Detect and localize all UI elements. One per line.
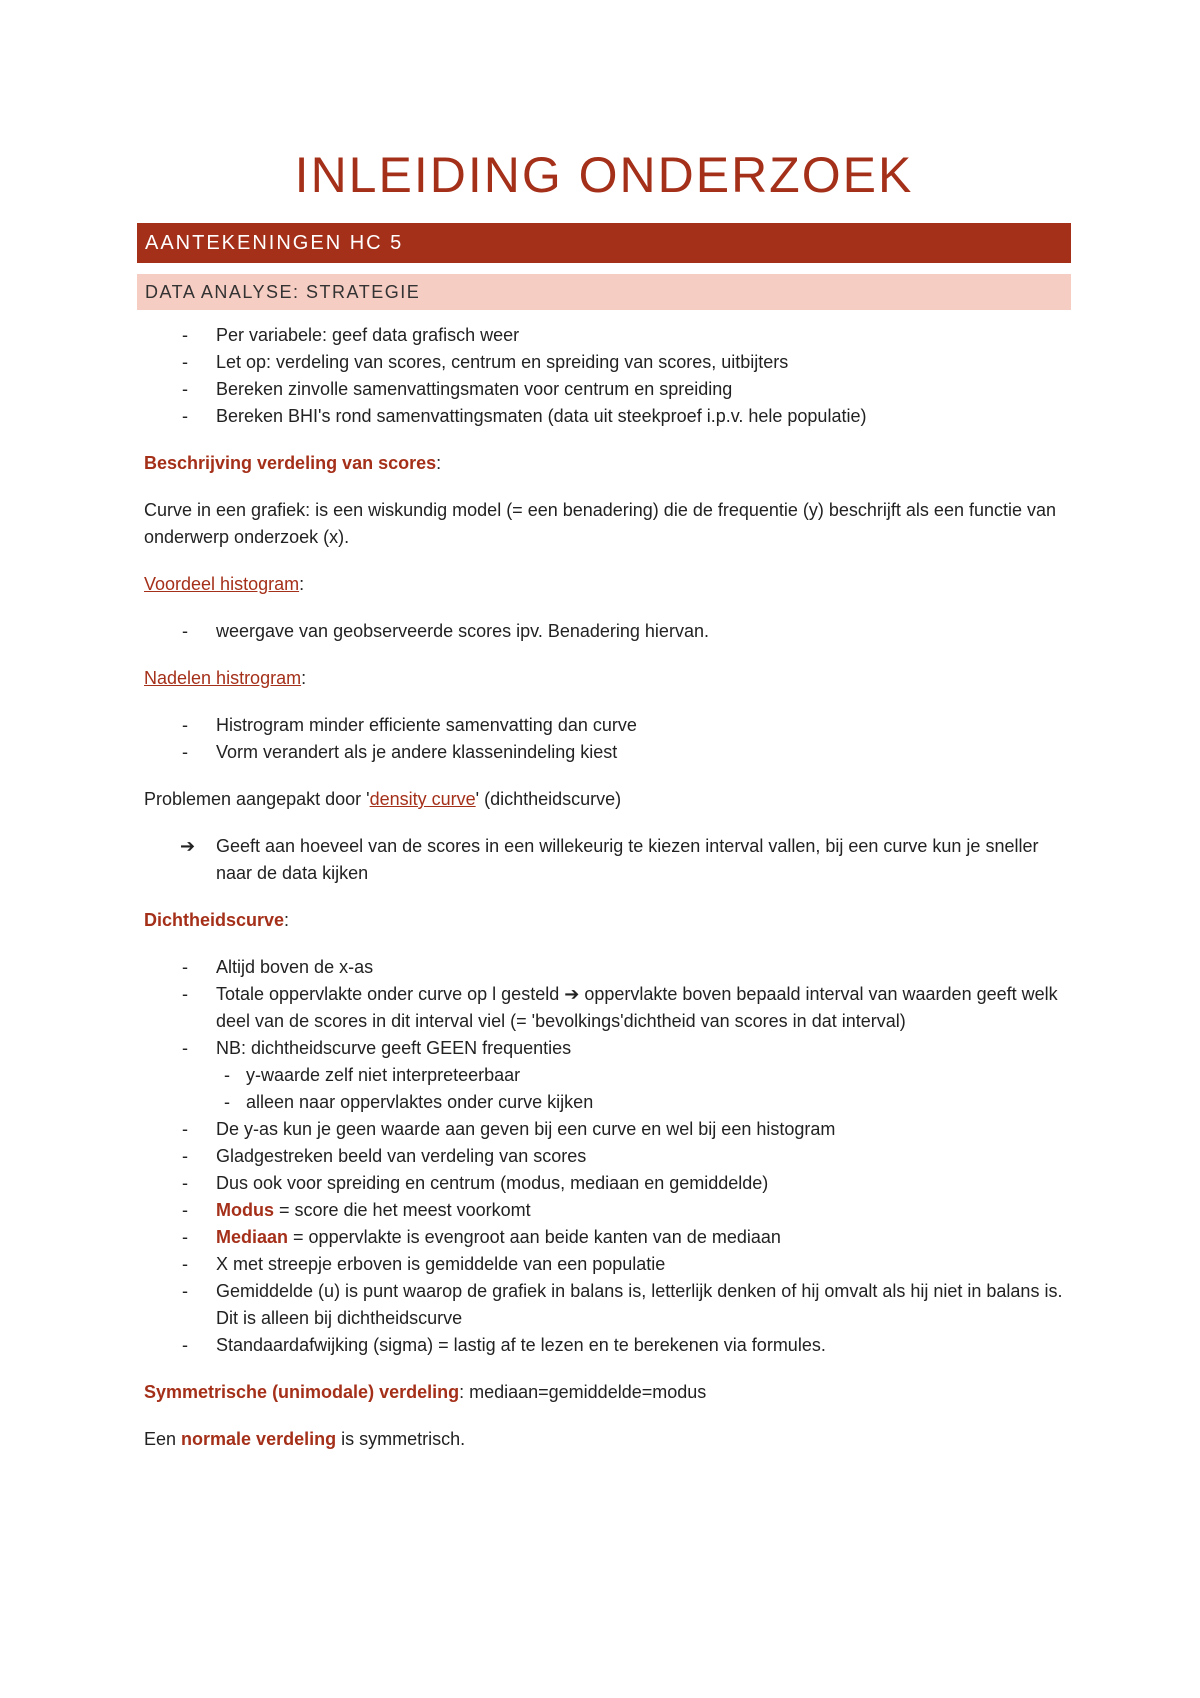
nadelen-heading: Nadelen histrogram: bbox=[144, 668, 307, 688]
list-item: - weergave van geobserveerde scores ipv. Benadering hiervan. bbox=[182, 621, 709, 641]
symmetrisch-paragraph: Symmetrische (unimodale) verdeling: mediaan=gemiddelde=modus bbox=[144, 1382, 707, 1402]
document-title: INLEIDING ONDERZOEK bbox=[294, 147, 914, 203]
list-item: - Standaardafwijking (sigma) = lastig af te lezen en te berekenen via formules. bbox=[182, 1335, 826, 1355]
list-item: - Bereken zinvolle samenvattingsmaten voor centrum en spreiding bbox=[182, 379, 733, 399]
list-item: ➔ Geeft aan hoeveel van de scores in een willekeurig te kiezen interval vallen, bij een curve kun je sneller naar de data kijken bbox=[144, 833, 1064, 887]
section-heading: AANTEKENINGEN HC 5 bbox=[137, 223, 1071, 263]
list-item: - Gladgestreken beeld van verdeling van scores bbox=[182, 1146, 587, 1166]
curve-paragraph: Curve in een grafiek: is een wiskundig model (= een benadering) die de frequentie (y) beschrijft als een functie van onderwerp onderzoek (x). bbox=[144, 500, 1057, 547]
voordeel-link[interactable]: Voordeel histogram bbox=[144, 574, 300, 594]
voordeel-heading: Voordeel histogram: bbox=[144, 574, 305, 594]
arrow-right-icon: ➔ bbox=[564, 984, 580, 1004]
list-item: - Vorm verandert als je andere klassenindeling kiest bbox=[182, 742, 618, 762]
list-item: - X met streepje erboven is gemiddelde van een populatie bbox=[182, 1254, 666, 1274]
list-item: - y-waarde zelf niet interpreteerbaar bbox=[224, 1065, 521, 1085]
nadelen-link[interactable]: Nadelen histrogram bbox=[144, 668, 302, 688]
density-curve-link[interactable]: density curve bbox=[369, 789, 476, 809]
nadelen-list bbox=[144, 712, 1064, 766]
list-item: - Mediaan = oppervlakte is evengroot aan beide kanten van de mediaan bbox=[182, 1227, 781, 1247]
voordeel-list bbox=[144, 618, 1064, 645]
beschrijving-heading: Beschrijving verdeling van scores: bbox=[144, 453, 442, 473]
strategy-list bbox=[144, 322, 1064, 430]
dichtheid-heading: Dichtheidscurve: bbox=[144, 910, 290, 930]
subsection-heading: DATA ANALYSE: STRATEGIE bbox=[137, 274, 1071, 310]
list-item: - Let op: verdeling van scores, centrum en spreiding van scores, uitbijters bbox=[182, 352, 789, 372]
problemen-paragraph: Problemen aangepakt door 'density curve' (dichtheidscurve) bbox=[144, 789, 622, 809]
document-body bbox=[144, 322, 1064, 1453]
list-item: - alleen naar oppervlaktes onder curve kijken bbox=[224, 1092, 594, 1112]
list-item: - Bereken BHI's rond samenvattingsmaten (data uit steekproef i.p.v. hele populatie) bbox=[182, 406, 867, 426]
arrow-right-icon: ➔ bbox=[180, 836, 196, 856]
normaal-paragraph: Een normale verdeling is symmetrisch. bbox=[144, 1429, 466, 1449]
list-item: - Per variabele: geef data grafisch weer bbox=[182, 325, 520, 345]
list-item: - Dus ook voor spreiding en centrum (modus, mediaan en gemiddelde) bbox=[182, 1173, 769, 1193]
list-item: - Gemiddelde (u) is punt waarop de grafiek in balans is, letterlijk denken of hij omvalt als hij niet in balans is. Dit is alleen bij dichtheidscurve bbox=[182, 1281, 1063, 1328]
list-item: - Altijd boven de x-as bbox=[182, 957, 374, 977]
list-item: - Modus = score die het meest voorkomt bbox=[182, 1200, 531, 1220]
arrow-list bbox=[144, 833, 1064, 887]
list-item: - Totale oppervlakte onder curve op l gesteld ➔ oppervlakte boven bepaald interval van waarden geeft welk deel van de scores in dit interval viel (= 'bevolkings'dichtheid van scores in dat interval) bbox=[182, 984, 1058, 1031]
list-item: - NB: dichtheidscurve geeft GEEN frequenties bbox=[182, 1038, 572, 1058]
dichtheid-list bbox=[144, 954, 1064, 1359]
list-item: - Histrogram minder efficiente samenvatting dan curve bbox=[182, 715, 637, 735]
list-item: - De y-as kun je geen waarde aan geven bij een curve en wel bij een histogram bbox=[182, 1119, 836, 1139]
